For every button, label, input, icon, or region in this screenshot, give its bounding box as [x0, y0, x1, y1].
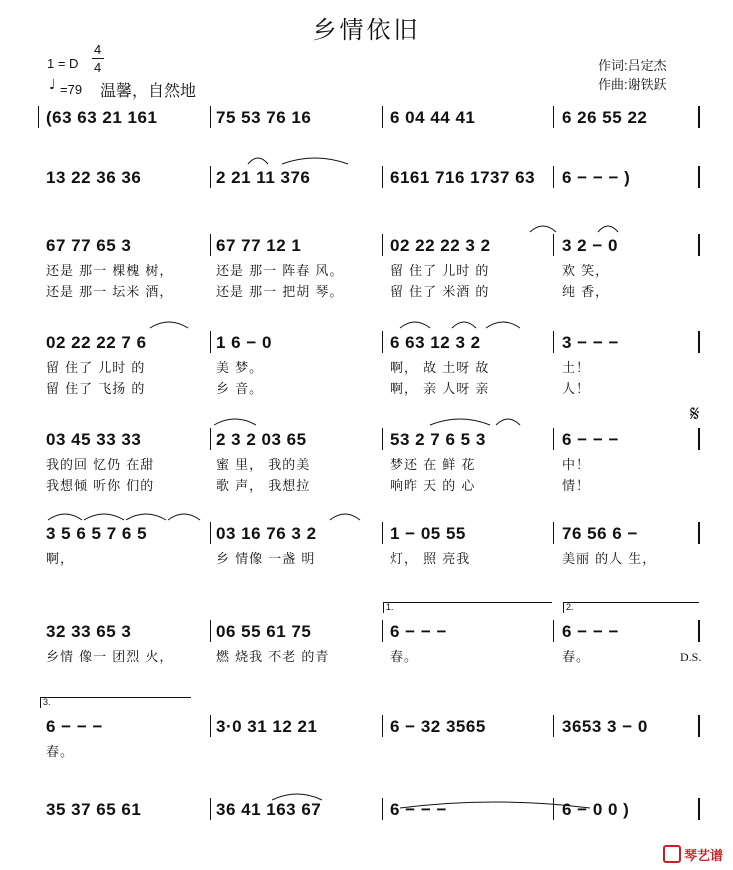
segno-icon: 𝄋 [690, 402, 700, 427]
measure-notes: 6 − − − [390, 800, 447, 819]
lyric-verse-2: 情！ [562, 479, 591, 494]
lyric-verse-2: 响昨 天 的 心 [390, 479, 476, 494]
lyric-verse-1: 中！ [562, 458, 591, 473]
lyric-verse-1: 春。 [390, 650, 419, 665]
bar-line [210, 798, 211, 820]
bar-line [553, 798, 554, 820]
lyric-verse-1: 燃 烧我 不老 的青 [216, 650, 330, 665]
lyric-verse-1: 还是 那一 阵春 风。 [216, 264, 344, 279]
measure-notes: 75 53 76 16 [216, 108, 312, 127]
volta-bracket-1 [383, 602, 552, 613]
measure-notes: 3·0 31 12 21 [216, 717, 318, 736]
lyric-verse-2: 人！ [562, 382, 591, 397]
composer-credit: 作曲:谢铁跃 [598, 77, 667, 92]
bar-line [698, 798, 700, 820]
slur-arc [150, 322, 188, 328]
slur-arc [530, 226, 556, 232]
bar-line [698, 106, 700, 128]
volta-bracket-2 [563, 602, 699, 613]
site-logo [663, 845, 723, 864]
slur-arc [486, 322, 520, 328]
lyric-verse-1: 土！ [562, 361, 591, 376]
measure-notes: 03 16 76 3 2 [216, 524, 317, 543]
bar-line [698, 166, 700, 188]
lyric-verse-2: 留 住了 飞扬 的 [46, 382, 146, 397]
bar-line [210, 331, 211, 353]
lyric-verse-1: 还是 那一 棵槐 树， [46, 264, 174, 279]
bar-line [382, 428, 383, 450]
measure-notes: 02 22 22 3 2 [390, 236, 491, 255]
lyric-verse-1: 乡情 像一 团烈 火， [46, 650, 174, 665]
bar-line [698, 715, 700, 737]
slur-arc [214, 419, 256, 425]
measure-notes: 6 − − − [46, 717, 103, 736]
measure-notes: 6 − 32 3565 [390, 717, 486, 736]
lyric-verse-1: 梦还 在 鲜 花 [390, 458, 476, 473]
measure-notes: 32 33 65 3 [46, 622, 132, 641]
lyric-verse-2: 留 住了 米酒 的 [390, 285, 490, 300]
bar-line [210, 166, 211, 188]
slur-arc [400, 322, 430, 328]
bar-line [382, 620, 383, 642]
logo-text: 琴艺谱 [683, 849, 723, 864]
bar-line [553, 522, 554, 544]
bar-line [553, 331, 554, 353]
lyric-verse-1: 美丽 的人 生， [562, 552, 657, 567]
measure-notes: 6 − 0 0 ) [562, 800, 630, 819]
measure-notes: 2 21 11 376 [216, 168, 311, 187]
volta-number-1: 1. [386, 602, 394, 612]
volta-number-2: 2. [566, 602, 574, 612]
bar-line [553, 715, 554, 737]
bar-line [210, 428, 211, 450]
bar-line [698, 522, 700, 544]
lyric-verse-1: 乡 情像 一盏 明 [216, 552, 316, 567]
measure-notes: 06 55 61 75 [216, 622, 312, 641]
slur-arc [48, 514, 82, 520]
time-signature-bottom: 4 [94, 60, 102, 75]
lyric-verse-1: 灯， 照 亮我 [390, 552, 471, 567]
slur-arc [598, 226, 618, 232]
lyric-verse-1: 留 住了 儿时 的 [46, 361, 146, 376]
slur-arc [330, 514, 360, 520]
lyric-verse-1: 蜜 里， 我的美 [216, 458, 311, 473]
measure-notes: 1 6 − 0 [216, 333, 272, 352]
slur-arc [126, 514, 166, 520]
measure-notes: 03 45 33 33 [46, 430, 142, 449]
lyric-verse-2: 还是 那一 坛米 酒， [46, 285, 174, 300]
volta-bracket-3 [40, 697, 191, 708]
measure-notes: 3 2 − 0 [562, 236, 618, 255]
measure-notes: 02 22 22 7 6 [46, 333, 147, 352]
measure-notes: 6 − − − [562, 430, 619, 449]
lyric-verse-2: 歌 声， 我想拉 [216, 479, 311, 494]
bar-line [210, 620, 211, 642]
lyric-verse-2: 啊， 亲 人呀 亲 [390, 382, 490, 397]
measure-notes: 6161 716 1737 63 [390, 168, 536, 187]
bar-line [553, 106, 554, 128]
bar-line [698, 234, 700, 256]
dal-segno-mark: D.S. [680, 650, 702, 664]
lyric-verse-1: 啊， 故 土呀 故 [390, 361, 490, 376]
lyric-verse-2: 乡 音。 [216, 382, 264, 397]
tempo-mark: =79 [60, 82, 83, 97]
lyric-verse-2: 纯 香， [562, 285, 610, 300]
lyric-verse-2: 我想倾 听你 们的 [46, 479, 155, 494]
slur-arc [168, 514, 200, 520]
bar-line [382, 798, 383, 820]
measure-notes: 6 26 55 22 [562, 108, 648, 127]
lyric-verse-1: 美 梦。 [216, 361, 264, 376]
bar-line [382, 106, 383, 128]
lyric-verse-2: 还是 那一 把胡 琴。 [216, 285, 344, 300]
measure-notes: 3 − − − [562, 333, 619, 352]
lyricist-credit: 作词:吕定杰 [598, 58, 667, 73]
measure-notes: 67 77 12 1 [216, 236, 302, 255]
time-signature-divider [92, 58, 104, 59]
measure-notes: 6 04 44 41 [390, 108, 476, 127]
measure-notes: 6 − − − [562, 622, 619, 641]
lyric-verse-1: 我的回 忆仍 在甜 [46, 458, 155, 473]
key-signature: 1 = D [47, 56, 79, 71]
measure-notes: 36 41 163 67 [216, 800, 322, 819]
volta-number-3: 3. [43, 697, 51, 707]
bar-line [210, 234, 211, 256]
bar-line [553, 428, 554, 450]
bar-line [382, 331, 383, 353]
bar-line [553, 166, 554, 188]
quarter-note-icon: ♩ [49, 77, 56, 93]
lyric-verse-1: 欢 笑， [562, 264, 610, 279]
bar-line [698, 331, 700, 353]
bar-line [382, 715, 383, 737]
slur-arc [84, 514, 124, 520]
bar-line [210, 715, 211, 737]
measure-notes: 2 3 2 03 65 [216, 430, 307, 449]
measure-notes: 53 2 7 6 5 3 [390, 430, 486, 449]
bar-line [698, 620, 700, 642]
measure-notes: 1 − 05 55 [390, 524, 466, 543]
measure-notes: 6 63 12 3 2 [390, 333, 481, 352]
measure-notes: 3653 3 − 0 [562, 717, 648, 736]
song-title: 乡情依旧 [312, 16, 421, 44]
measure-notes: 3 5 6 5 7 6 5 [46, 524, 148, 543]
measure-notes: 13 22 36 36 [46, 168, 142, 187]
slur-arc [248, 158, 268, 164]
slur-arc [282, 158, 348, 164]
measure-notes: 76 56 6 − [562, 524, 638, 543]
bar-line [38, 106, 39, 128]
measure-notes: 67 77 65 3 [46, 236, 132, 255]
slur-arc [430, 419, 490, 425]
bar-line [553, 234, 554, 256]
bar-line [210, 106, 211, 128]
lyric-verse-1: 春。 [562, 650, 591, 665]
logo-icon [663, 845, 681, 863]
expression-mark: 温馨，自然地 [100, 81, 197, 100]
bar-line [210, 522, 211, 544]
lyric-verse-1: 留 住了 儿时 的 [390, 264, 490, 279]
measure-notes: 6 − − − [390, 622, 447, 641]
bar-line [698, 428, 700, 450]
bar-line [382, 234, 383, 256]
bar-line [382, 166, 383, 188]
time-signature-top: 4 [94, 42, 102, 57]
lyric-verse-1: 啊， [46, 552, 75, 567]
measure-notes: 35 37 65 61 [46, 800, 142, 819]
bar-line [553, 620, 554, 642]
slur-arc [496, 419, 520, 425]
lyric-verse-1: 春。 [46, 745, 75, 760]
slur-arc [452, 322, 476, 328]
bar-line [382, 522, 383, 544]
measure-notes: (63 63 21 161 [46, 108, 158, 127]
measure-notes: 6 − − − ) [562, 168, 631, 187]
